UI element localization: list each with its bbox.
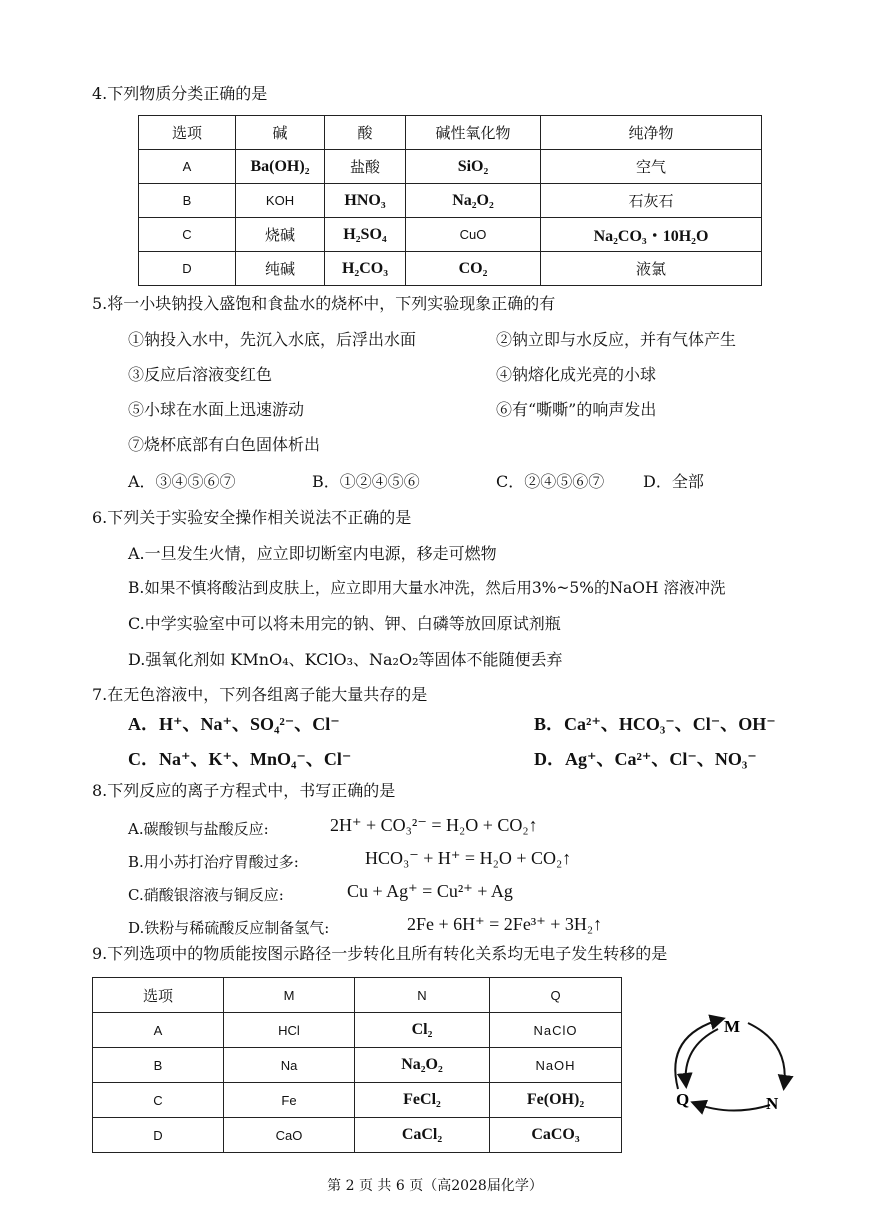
q6-option: D.强氧化剂如 KMnO₄、KClO₃、Na₂O₂等固体不能随便丢弃 (128, 650, 563, 669)
q4-cell: 烧碱 (236, 218, 325, 252)
arrow-m-to-q (686, 1029, 718, 1085)
q4-cell: Ba(OH)₂ (236, 150, 325, 184)
q4-cell: 盐酸 (325, 150, 406, 184)
q4-cell: Na₂O₂ (406, 184, 541, 218)
q7-option: D．Ag⁺、Ca²⁺、Cl⁻、NO₃⁻ (534, 749, 757, 769)
q5-item: ①钠投入水中，先沉入水底，后浮出水面 (128, 330, 417, 349)
q9-cell: A (93, 1013, 224, 1048)
q8-equation: 2Fe + 6H⁺ = 2Fe³⁺ + 3H₂↑ (407, 914, 603, 934)
q7-option: C．Na⁺、K⁺、MnO₄⁻、Cl⁻ (128, 749, 352, 769)
q9-cell: FeCl₂ (355, 1083, 490, 1118)
q5-item: ⑦烧杯底部有白色固体析出 (128, 435, 321, 454)
q9-cell: Cl₂ (355, 1013, 490, 1048)
q5-option: C．②④⑤⑥⑦ (496, 472, 605, 491)
q9-cell: CaCO₃ (490, 1118, 622, 1153)
q7-option: B．Ca²⁺、HCO₃⁻、Cl⁻、OH⁻ (534, 714, 776, 734)
q9-cell: NaClO (490, 1013, 622, 1048)
q9-header-cell: 选项 (93, 978, 224, 1013)
q4-cell: 石灰石 (541, 184, 762, 218)
q4-table (138, 115, 762, 286)
q9-cell: NaOH (490, 1048, 622, 1083)
q4-cell: A (139, 150, 236, 184)
q4-header-cell: 纯净物 (541, 116, 762, 150)
q5-item: ③反应后溶液变红色 (128, 365, 273, 384)
arrow-n-to-q (694, 1103, 770, 1111)
q5-item: ⑥有“嘶嘶”的响声发出 (496, 400, 657, 419)
q5-item: ②钠立即与水反应，并有气体产生 (496, 330, 737, 349)
node-q: Q (676, 1090, 690, 1109)
q8-option-label: A.碳酸钡与盐酸反应: (128, 820, 269, 838)
q4-cell: SiO₂ (406, 150, 541, 184)
q6-option: A.一旦发生火情，应立即切断室内电源，移走可燃物 (128, 544, 497, 563)
q9-cell: B (93, 1048, 224, 1083)
q9-stem: 9.下列选项中的物质能按图示路径一步转化且所有转化关系均无电子发生转移的是 (92, 944, 668, 963)
q4-cell: 空气 (541, 150, 762, 184)
q4-cell: KOH (236, 184, 325, 218)
q8-equation: 2H⁺ + CO₃²⁻ = H₂O + CO₂↑ (330, 815, 538, 835)
q8-option-label: B.用小苏打治疗胃酸过多: (128, 853, 299, 871)
q8-equation: Cu + Ag⁺ = Cu²⁺ + Ag (347, 881, 513, 901)
q9-cell: HCl (224, 1013, 355, 1048)
q4-cell: B (139, 184, 236, 218)
q7-stem: 7.在无色溶液中，下列各组离子能大量共存的是 (92, 685, 428, 704)
q5-option: A．③④⑤⑥⑦ (128, 472, 236, 491)
q8-equation: HCO₃⁻ + H⁺ = H₂O + CO₂↑ (365, 848, 572, 868)
q9-cell: D (93, 1118, 224, 1153)
q9-table (92, 977, 622, 1153)
node-n: N (766, 1094, 779, 1113)
q4-cell: C (139, 218, 236, 252)
node-m: M (724, 1017, 741, 1036)
q7-option: A．H⁺、Na⁺、SO₄²⁻、Cl⁻ (128, 714, 340, 734)
q4-cell: HNO₃ (325, 184, 406, 218)
q5-option: D．全部 (643, 472, 704, 491)
q9-cell: Fe (224, 1083, 355, 1118)
conversion-cycle-diagram (660, 1005, 810, 1120)
q4-cell: D (139, 252, 236, 286)
q4-header-cell: 选项 (139, 116, 236, 150)
q9-cell: CaCl₂ (355, 1118, 490, 1153)
q6-option: B.如果不慎将酸沾到皮肤上，应立即用大量水冲洗，然后用3%~5%的NaOH 溶液冲洗 (128, 579, 726, 597)
q9-cell: Na₂O₂ (355, 1048, 490, 1083)
q8-option-label: C.硝酸银溶液与铜反应: (128, 886, 284, 904)
q9-cell: Fe(OH)₂ (490, 1083, 622, 1118)
page-footer: 第 2 页 共 6 页（高2028届化学） (327, 1178, 543, 1194)
q5-item: ⑤小球在水面上迅速游动 (128, 400, 305, 419)
q9-cell: Na (224, 1048, 355, 1083)
q5-option: B．①②④⑤⑥ (312, 472, 420, 491)
q4-cell: H₂CO₃ (325, 252, 406, 286)
q4-header-cell: 碱性氧化物 (406, 116, 541, 150)
q4-stem: 4.下列物质分类正确的是 (92, 84, 268, 103)
q9-cell: C (93, 1083, 224, 1118)
q5-item: ④钠熔化成光亮的小球 (496, 365, 657, 384)
q4-header-cell: 碱 (236, 116, 325, 150)
q9-header-cell: M (224, 978, 355, 1013)
q9-header-cell: Q (490, 978, 622, 1013)
q9-header-cell: N (355, 978, 490, 1013)
q4-cell: 液氯 (541, 252, 762, 286)
q4-cell: Na₂CO₃・10H₂O (541, 218, 762, 252)
q4-header-cell: 酸 (325, 116, 406, 150)
q6-option: C.中学实验室中可以将未用完的钠、钾、白磷等放回原试剂瓶 (128, 614, 561, 633)
q6-stem: 6.下列关于实验安全操作相关说法不正确的是 (92, 508, 412, 527)
arrow-m-to-n (748, 1023, 785, 1087)
q4-cell: CuO (406, 218, 541, 252)
q4-cell: 纯碱 (236, 252, 325, 286)
q5-stem: 5.将一小块钠投入盛饱和食盐水的烧杯中，下列实验现象正确的有 (92, 294, 556, 313)
q4-cell: H₂SO₄ (325, 218, 406, 252)
q8-option-label: D.铁粉与稀硫酸反应制备氢气: (128, 919, 330, 937)
q4-cell: CO₂ (406, 252, 541, 286)
q8-stem: 8.下列反应的离子方程式中，书写正确的是 (92, 781, 396, 800)
q9-cell: CaO (224, 1118, 355, 1153)
